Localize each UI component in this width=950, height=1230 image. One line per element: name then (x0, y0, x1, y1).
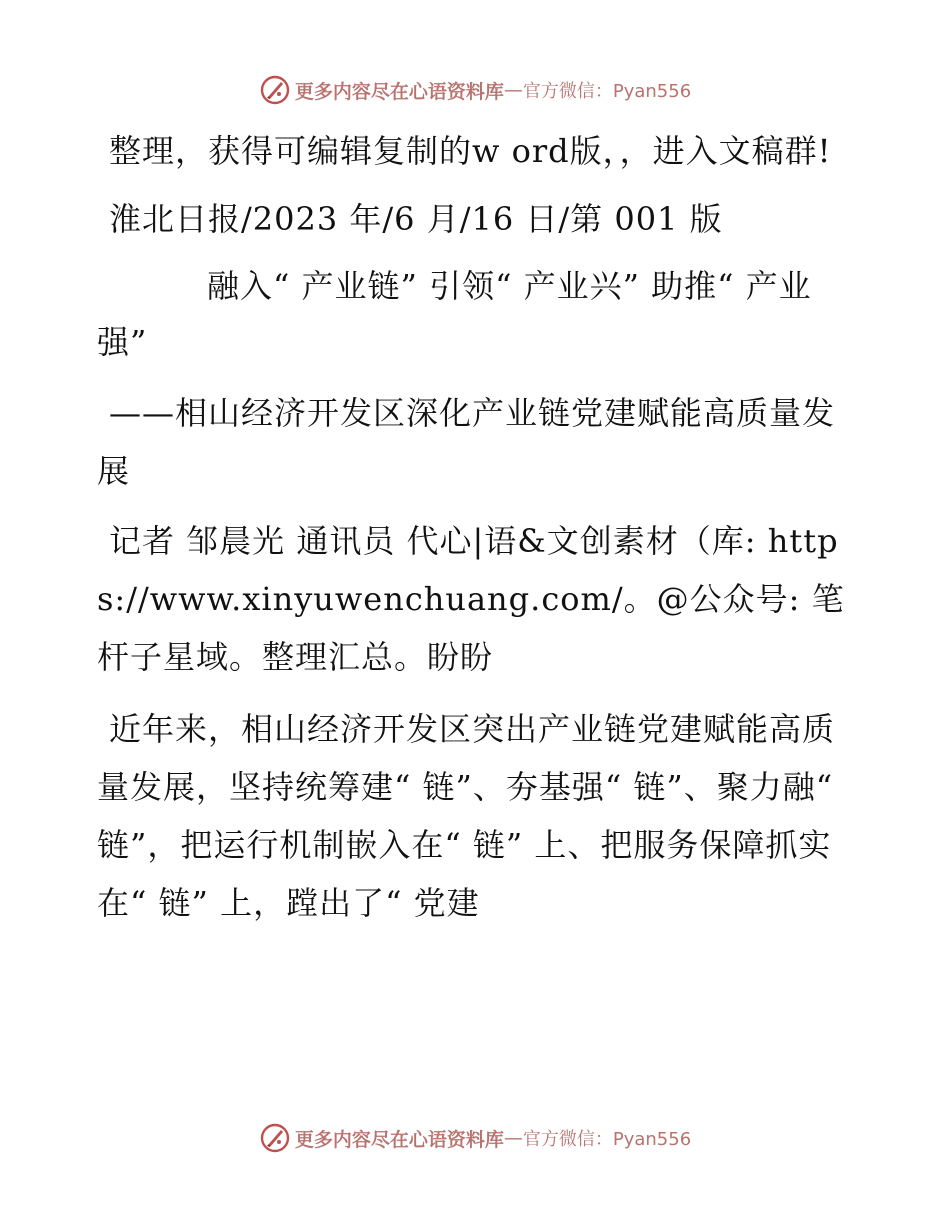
banner-contact-text: 官方微信：Pyan556 (522, 1129, 692, 1150)
body-paragraph: 近年来，相山经济开发区突出产业链党建赋能高质量发展，坚持统筹建“ 链”、夯基强“ 链”、聚力融“ 链”，把运行机制嵌入在“ 链” 上、把服务保障抓实在“ 链” 上，蹚出了“ 党建 (97, 710, 836, 922)
byline: 记者 邹晨光 通讯员 代心|语&文创素材（库: https://www.xinyuwenchuang.com/。@公众号: 笔杆子星域。整理汇总。盼盼 (97, 522, 845, 676)
banner-brand-text: 更多内容尽在心语资料库 (294, 1128, 504, 1151)
banner-separator: — (503, 79, 523, 101)
banner-separator: — (503, 1127, 523, 1149)
quill-pen-seal-icon (259, 1122, 291, 1154)
intro-line: 整理，获得可编辑复制的w ord版，，进入文稿群! (109, 132, 832, 170)
footer-watermark-banner (0, 1118, 950, 1158)
source-line: 淮北日报/2023 年/6 月/16 日/第 001 版 (109, 200, 723, 238)
header-watermark-banner (0, 70, 950, 110)
article-subtitle: ——相山经济开发区深化产业链党建赋能高质量发展 (97, 394, 836, 490)
article-title: 融入“ 产业链” 引领“ 产业兴” 助推“ 产业强” (97, 267, 812, 361)
document-body (97, 122, 857, 932)
banner-brand-text: 更多内容尽在心语资料库 (294, 80, 504, 103)
banner-contact-text: 官方微信：Pyan556 (522, 81, 692, 102)
quill-pen-seal-icon (259, 74, 291, 106)
